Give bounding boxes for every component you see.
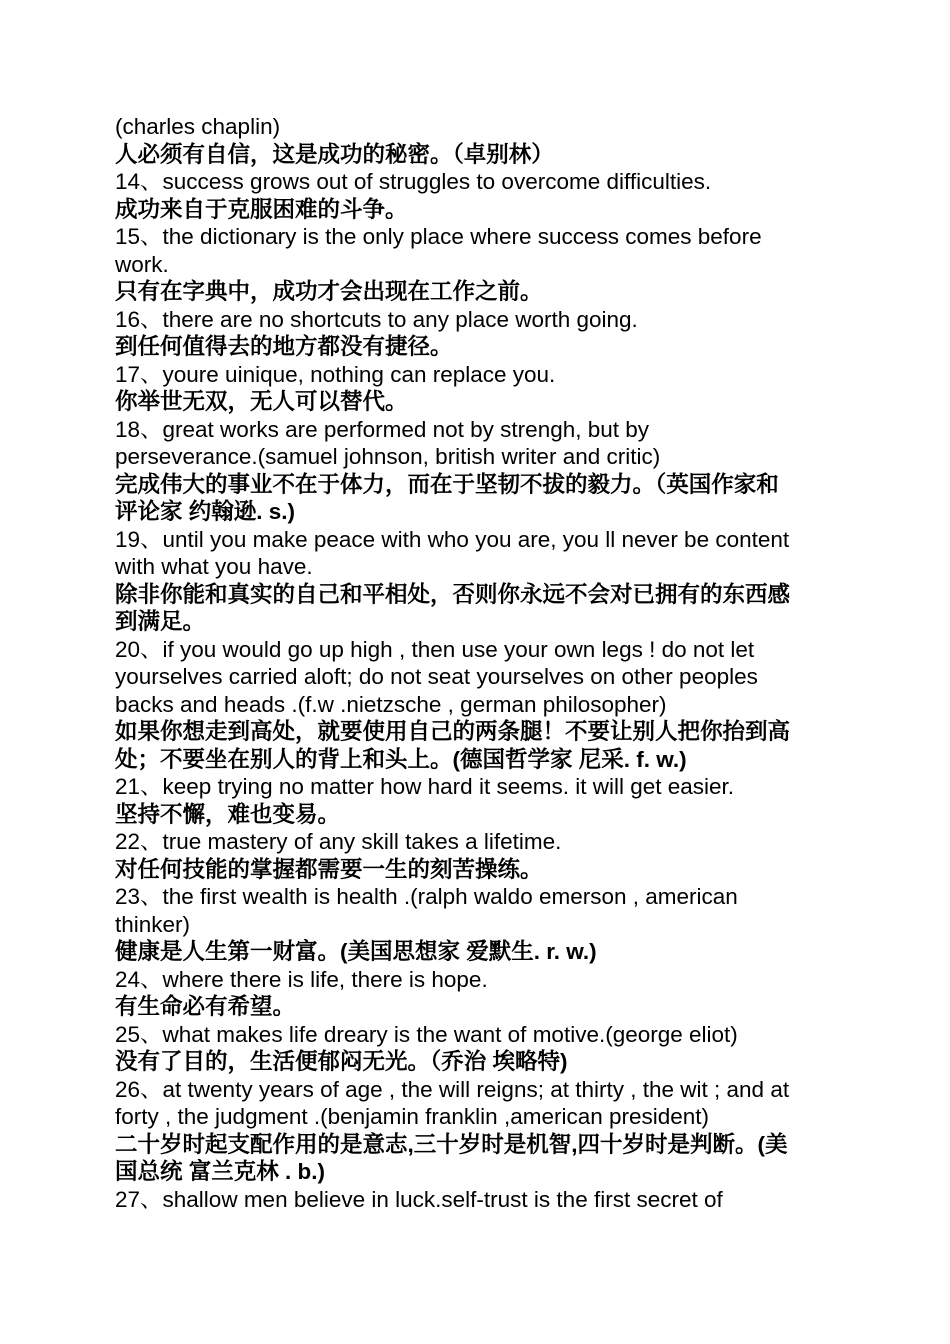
text-line: 24、where there is life, there is hope. [115, 966, 488, 992]
text-line: 25、what makes life dreary is the want of motive.(george eliot) [115, 1021, 738, 1047]
text-line: 没有了目的，生活便郁闷无光。（乔治 埃略特) [115, 1049, 568, 1074]
text-line: 18、great works are performed not by strengh, but by [115, 416, 650, 442]
text-line: 20、if you would go up high , then use your own legs ! do not let [115, 636, 755, 662]
text-line: 26、at twenty years of age , the will reigns; at thirty , the wit ; and at [115, 1076, 790, 1102]
text-line: 你举世无双，无人可以替代。 [115, 389, 408, 414]
text-line: 对任何技能的掌握都需要一生的刻苦操练。 [115, 856, 543, 882]
text-line: 坚持不懈，难也变易。 [115, 801, 341, 827]
text-line: 到满足。 [115, 609, 206, 634]
text-line: 二十岁时起支配作用的是意志,三十岁时是机智,四十岁时是判断。(美 [115, 1131, 788, 1157]
text-line: 评论家 约翰逊. s.) [115, 499, 296, 524]
text-line: 27、shallow men believe in luck.self-trust is the first secret of [115, 1186, 723, 1212]
text-line: (charles chaplin) [115, 114, 281, 139]
text-line: 到任何值得去的地方都没有捷径。 [115, 334, 453, 359]
text-line: 成功来自于克服困难的斗争。 [115, 196, 408, 222]
text-line: 处；不要坐在别人的背上和头上。(德国哲学家 尼采. f. w.) [115, 746, 687, 772]
text-line: 国总统 富兰克林 . b.) [115, 1159, 325, 1184]
text-line: 23、the first wealth is health .(ralph waldo emerson , american [115, 884, 738, 909]
text-line: 19、until you make peace with who you are, you ll never be content [115, 526, 790, 552]
text-line: 14、success grows out of struggles to overcome difficulties. [115, 169, 712, 194]
text-line: backs and heads .(f.w .nietzsche , german philosopher) [115, 691, 667, 717]
text-line: 只有在字典中，成功才会出现在工作之前。 [115, 279, 543, 304]
text-line: 完成伟大的事业不在于体力，而在于坚韧不拔的毅力。（英国作家和 [115, 471, 779, 497]
text-line: perseverance.(samuel johnson, british writer and critic) [115, 444, 661, 469]
text-line: thinker) [115, 911, 191, 937]
text-line: forty , the judgment .(benjamin franklin ,american president) [115, 1104, 710, 1129]
text-line: 21、keep trying no matter how hard it seems. it will get easier. [115, 774, 735, 799]
text-line: work. [115, 251, 169, 277]
text-line: 除非你能和真实的自己和平相处，否则你永远不会对已拥有的东西感 [115, 581, 791, 607]
document-page [115, 113, 845, 1213]
text-line: 22、true mastery of any skill takes a lifetime. [115, 829, 562, 854]
text-line: 15、the dictionary is the only place where success comes before [115, 224, 762, 249]
text-line: with what you have. [115, 554, 313, 579]
text-line: 16、there are no shortcuts to any place worth going. [115, 306, 638, 332]
text-line: 人必须有自信，这是成功的秘密。（卓别林） [115, 141, 554, 167]
text-line: 17、youre uinique, nothing can replace you. [115, 361, 556, 387]
text-line: yourselves carried aloft; do not seat yourselves on other peoples [115, 664, 758, 689]
text-line: 健康是人生第一财富。(美国思想家 爱默生. r. w.) [115, 939, 597, 964]
text-line: 如果你想走到高处，就要使用自己的两条腿！不要让别人把你抬到高 [115, 719, 791, 744]
text-line: 有生命必有希望。 [115, 994, 296, 1019]
